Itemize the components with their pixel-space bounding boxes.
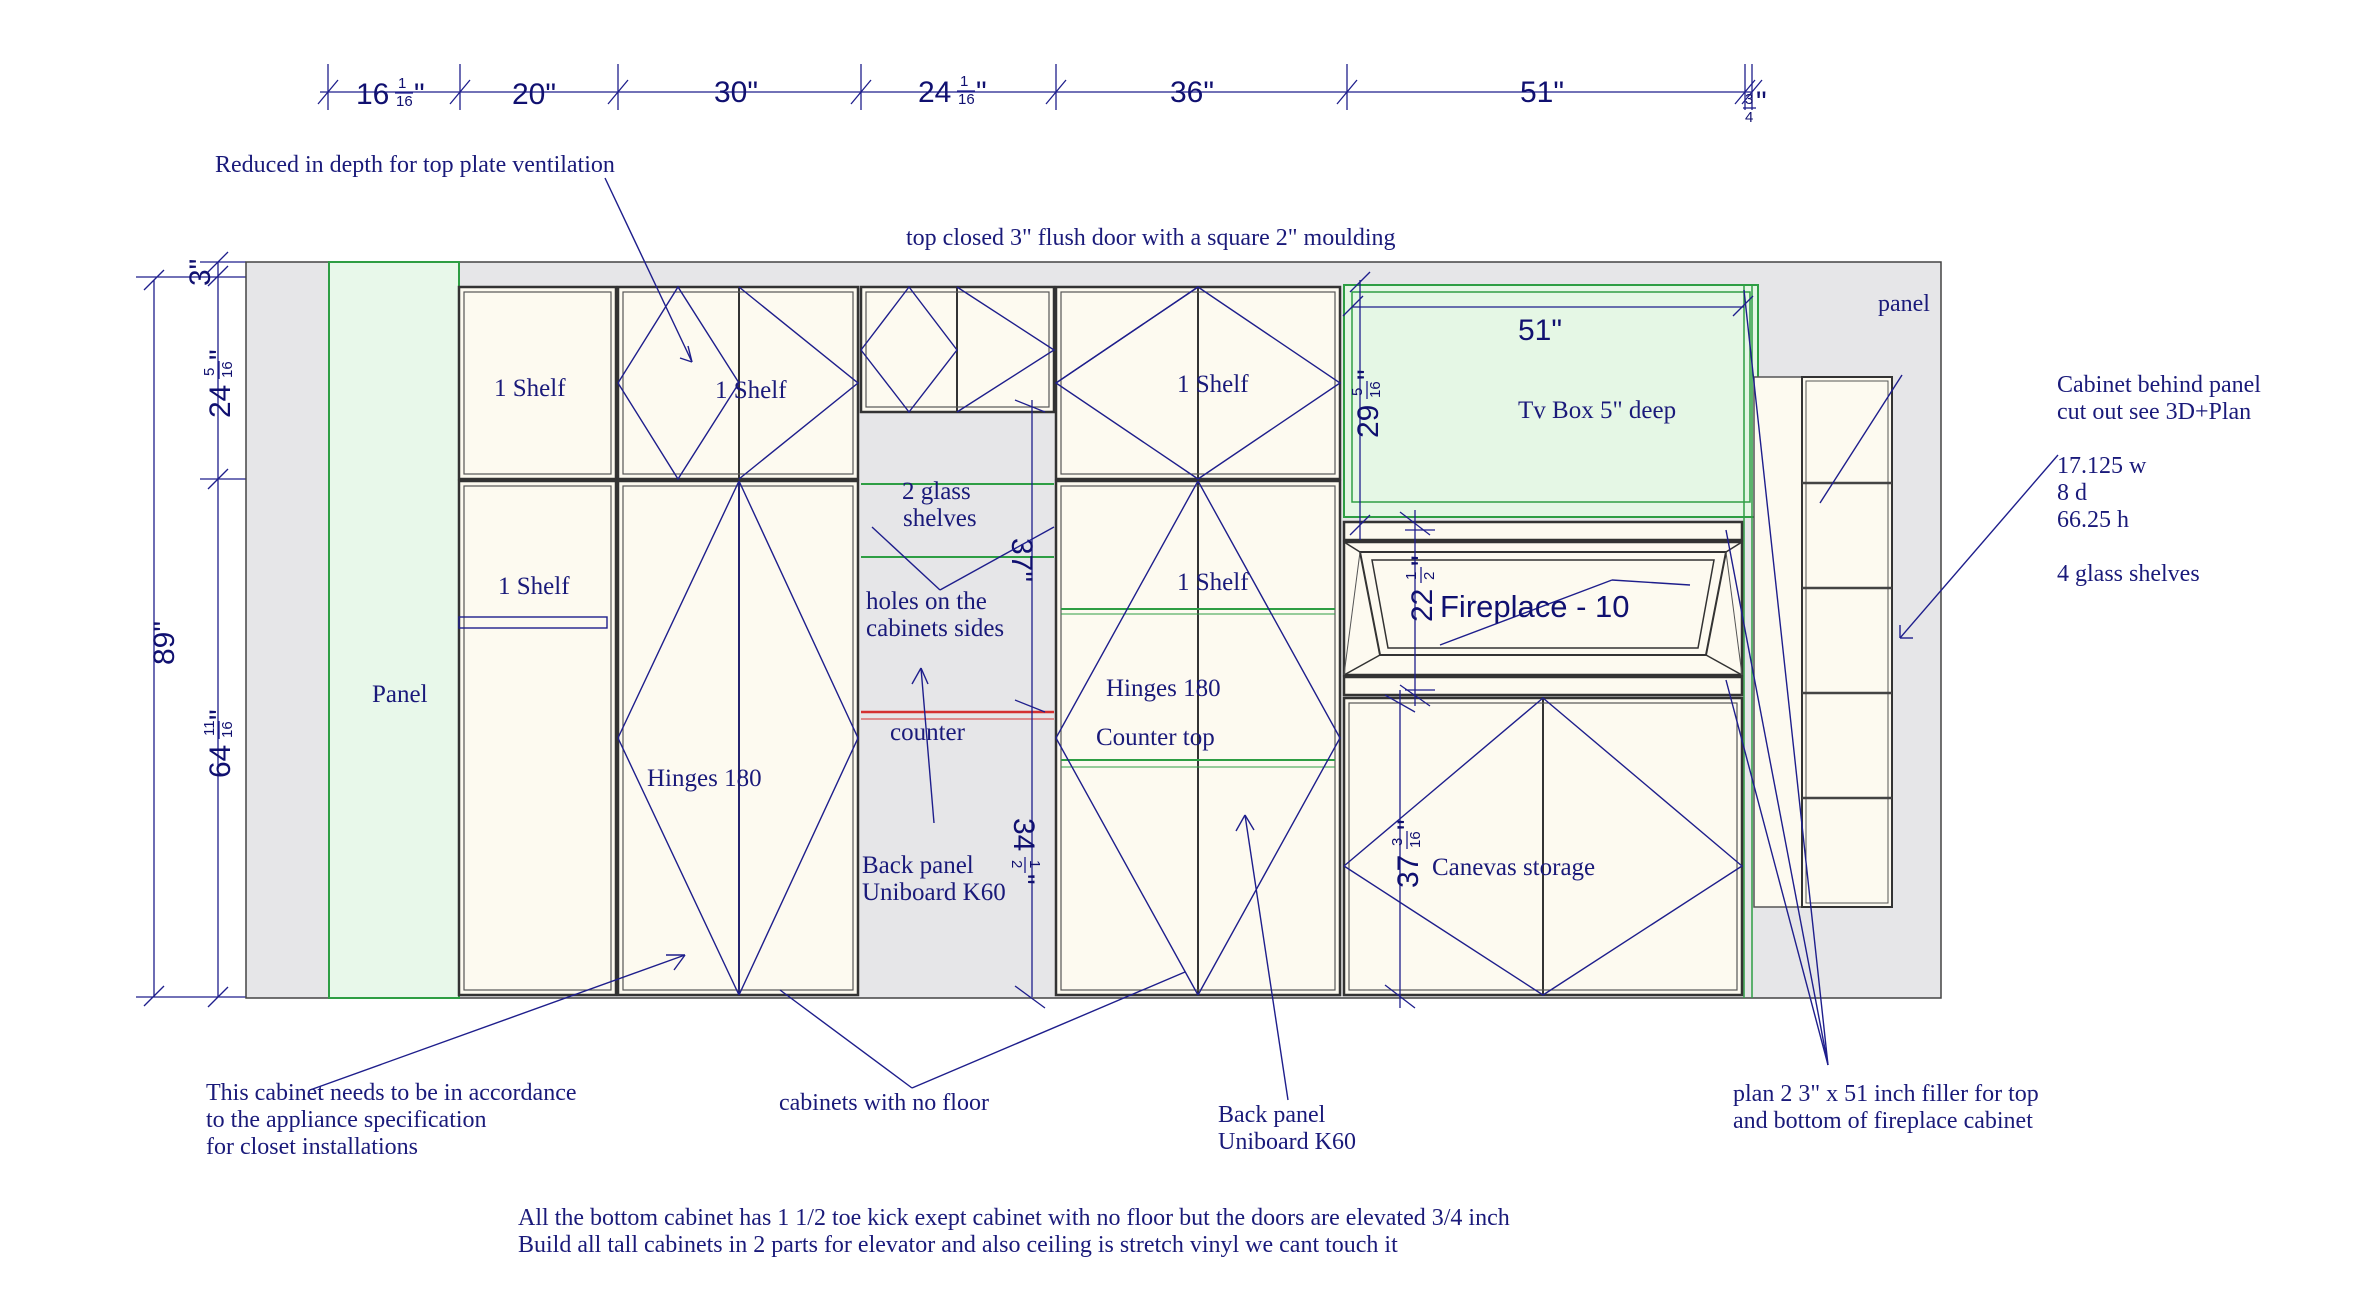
- svg-text:5: 5: [1349, 387, 1366, 396]
- svg-text:2: 2: [1008, 860, 1025, 869]
- note-ventilation: Reduced in depth for top plate ventilation: [215, 152, 615, 178]
- note-behind-5: 66.25 h: [2057, 507, 2129, 533]
- note-no-floor: cabinets with no floor: [779, 1090, 989, 1116]
- label-back-panel-mid-1: Back panel: [862, 852, 974, 879]
- svg-text:": ": [414, 78, 425, 111]
- label-holes-1: holes on the: [866, 588, 987, 615]
- svg-text:2: 2: [1421, 571, 1438, 580]
- note-footer-2: Build all tall cabinets in 2 parts for elevator and also ceiling is stretch vinyl we cant touch it: [518, 1232, 1398, 1258]
- svg-text:16: 16: [219, 721, 236, 738]
- note-appliance-1: This cabinet needs to be in accordance: [206, 1080, 577, 1106]
- dim-top-3: 30": [714, 76, 759, 109]
- label-shelf-1: 1 Shelf: [494, 375, 566, 402]
- dim-top-5: 36": [1170, 76, 1215, 109]
- svg-text:37: 37: [1392, 854, 1425, 888]
- svg-text:29: 29: [1352, 404, 1385, 438]
- svg-text:1: 1: [398, 75, 407, 92]
- svg-text:64: 64: [204, 744, 237, 778]
- svg-text:11: 11: [201, 720, 218, 736]
- dim-top-4: [918, 73, 987, 109]
- right-panel-cabinet: [1754, 377, 1892, 907]
- dim-fireplace-height: [1403, 555, 1439, 622]
- dim-top-6: 51": [1520, 76, 1565, 109]
- svg-text:": ": [976, 76, 987, 109]
- svg-text:5: 5: [201, 367, 218, 376]
- svg-text:1: 1: [960, 73, 969, 90]
- svg-text:16: 16: [1367, 381, 1384, 398]
- label-shelf-2: 1 Shelf: [715, 377, 787, 404]
- svg-text:": ": [1406, 555, 1439, 566]
- dim-gap-height: 37": [1005, 538, 1038, 583]
- label-shelf-4: 1 Shelf: [498, 573, 570, 600]
- dim-left-lower: [201, 709, 237, 778]
- svg-text:3: 3: [1745, 91, 1754, 108]
- svg-text:16: 16: [219, 361, 236, 378]
- dim-top-7: [1743, 86, 1767, 126]
- svg-text:1: 1: [1403, 571, 1420, 580]
- svg-text:16: 16: [356, 78, 390, 111]
- svg-text:": ": [1756, 86, 1767, 119]
- note-appliance-3: for closet installations: [206, 1134, 418, 1160]
- svg-text:4: 4: [1745, 109, 1754, 126]
- label-counter-top: Counter top: [1096, 724, 1215, 751]
- svg-text:3: 3: [1389, 837, 1406, 846]
- label-glass-shelves-1: 2 glass: [902, 478, 971, 505]
- dim-top-1: [356, 75, 425, 111]
- note-filler-2: and bottom of fireplace cabinet: [1733, 1108, 2033, 1134]
- label-tv-box: Tv Box 5" deep: [1518, 397, 1677, 424]
- label-holes-2: cabinets sides: [866, 615, 1005, 642]
- label-panel-right: panel: [1878, 291, 1930, 317]
- label-shelf-3: 1 Shelf: [1177, 371, 1249, 398]
- svg-text:": ": [1007, 874, 1040, 885]
- svg-text:22: 22: [1406, 588, 1439, 622]
- label-hinges-1: Hinges 180: [647, 765, 762, 792]
- dim-tv-width: 51": [1518, 314, 1563, 347]
- dim-counter-height: [1007, 818, 1043, 885]
- label-counter: counter: [890, 719, 965, 746]
- label-canvas-storage: Canevas storage: [1432, 854, 1596, 881]
- svg-text:16: 16: [958, 91, 975, 108]
- dim-top-2: 20": [512, 78, 557, 111]
- svg-text:": ": [204, 709, 237, 720]
- left-dimension-chain: [136, 252, 246, 1007]
- label-panel-left: Panel: [372, 681, 428, 708]
- note-appliance-2: to the appliance specification: [206, 1107, 487, 1133]
- dim-left-total: 89": [148, 620, 181, 665]
- note-back-panel-bottom-1: Back panel: [1218, 1102, 1326, 1128]
- note-back-panel-bottom-2: Uniboard K60: [1218, 1129, 1356, 1155]
- svg-text:16: 16: [1407, 831, 1424, 848]
- svg-text:24: 24: [204, 384, 237, 418]
- svg-text:24: 24: [918, 76, 952, 109]
- note-behind-4: 8 d: [2057, 480, 2087, 506]
- label-shelf-5: 1 Shelf: [1177, 569, 1249, 596]
- svg-text:1: 1: [1026, 860, 1043, 869]
- note-filler-1: plan 2 3" x 51 inch filler for top: [1733, 1081, 2039, 1107]
- note-top-closed: top closed 3" flush door with a square 2" moulding: [906, 225, 1396, 251]
- label-glass-shelves-2: shelves: [903, 505, 977, 532]
- left-panel: [329, 262, 459, 998]
- dim-left-gap: 3": [184, 258, 217, 286]
- svg-text:": ": [204, 349, 237, 360]
- svg-text:": ": [1352, 369, 1385, 380]
- label-back-panel-mid-2: Uniboard K60: [862, 879, 1006, 906]
- note-behind-3: 17.125 w: [2057, 453, 2147, 479]
- label-fireplace: Fireplace - 10: [1440, 589, 1630, 624]
- note-behind-6: 4 glass shelves: [2057, 561, 2200, 587]
- note-behind-1: Cabinet behind panel: [2057, 372, 2261, 398]
- dim-left-upper: [201, 349, 237, 418]
- svg-text:": ": [1392, 819, 1425, 830]
- label-hinges-2: Hinges 180: [1106, 675, 1221, 702]
- top-dimension-chain: [318, 64, 1767, 126]
- note-behind-2: cut out see 3D+Plan: [2057, 399, 2252, 425]
- svg-text:16: 16: [396, 93, 413, 110]
- lower-cabinet-1: [459, 481, 616, 995]
- svg-text:34: 34: [1007, 818, 1040, 852]
- note-footer-1: All the bottom cabinet has 1 1/2 toe kick exept cabinet with no floor but the doors are elevated 3/4 inch: [518, 1205, 1510, 1231]
